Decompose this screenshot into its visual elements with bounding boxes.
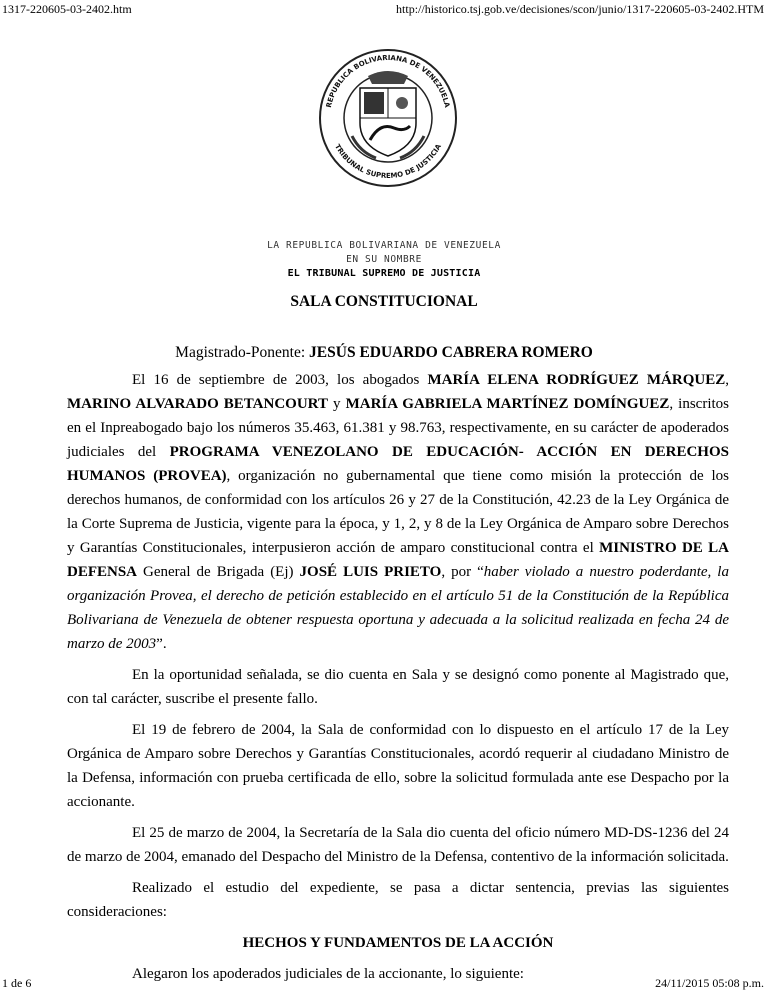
bold-text: PROGRAMA VENEZOLANO DE EDUCACIÓN- ACCIÓN EN DERECHOS HUMANOS (PROVEA) [67, 444, 729, 484]
paragraph [67, 663, 729, 711]
text-run: Alegaron los apoderados judiciales de la accionante, lo siguiente: [132, 966, 524, 982]
text-run: HECHOS Y FUNDAMENTOS DE LA ACCIÓN [242, 935, 554, 951]
bold-text: MINISTRO DE LA DEFENSA [67, 540, 729, 580]
paragraph [67, 821, 729, 869]
document-body [67, 368, 729, 993]
text-run: El 25 de marzo de 2004, la Secretaría de la Sala dio cuenta del oficio número MD-DS-1236 del 24 de marzo de 2004, emanado del Despacho del Ministro de la Defensa, contentivo de la información solicitada. [67, 825, 729, 865]
text-run: , [725, 372, 729, 388]
tsj-seal-logo [318, 18, 458, 230]
page-url: http://historico.tsj.gob.ve/decisiones/scon/junio/1317-220605-03-2402.HTM [396, 2, 764, 16]
page-number: 1 de 6 [2, 976, 32, 990]
text-run: , organización no gubernamental que tiene como misión la protección de los derechos humanos, de conformidad con los artículos 26 y 27 de la Constitución, 42.23 de la Ley Orgánica de la Corte Suprema de Justicia, vigente para la época, y 1, 2, y 8 de la Ley Orgánica de Amparo sobre Derechos y Garantías Constitucionales, interpusieron acción de amparo constitucional contra el [67, 468, 729, 556]
bold-text: MARÍA ELENA RODRÍGUEZ MÁRQUEZ [427, 372, 726, 388]
text-run: General de Brigada (Ej) [137, 564, 300, 580]
bold-text: JOSÉ LUIS PRIETO [299, 564, 442, 580]
ponente-label: Magistrado-Ponente: [175, 344, 310, 361]
seal-ring-bottom: TRIBUNAL SUPREMO DE JUSTICIA [333, 142, 443, 181]
paragraph [67, 876, 729, 924]
text-run: , inscritos en el Inpreabogado bajo los números 35.463, 61.381 y 98.763, respectivamente, en su carácter de apoderados judiciales del [67, 396, 729, 460]
ponente-line [0, 344, 768, 362]
sala-title: SALA CONSTITUCIONAL [290, 293, 478, 310]
section-heading [67, 931, 729, 955]
letterhead-line-2: EN SU NOMBRE [346, 254, 422, 265]
paragraph [67, 368, 729, 656]
text-run: , por “ [441, 564, 484, 580]
paragraph [67, 718, 729, 814]
bold-text: MARINO ALVARADO BETANCOURT [67, 396, 328, 412]
text-run: El 19 de febrero de 2004, la Sala de conformidad con lo dispuesto en el artículo 17 de la Ley Orgánica de Amparo sobre Derechos y Garantías Constitucionales, acordó requerir al ciudadano Ministro de la Defensa, información con prueba certificada de ello, sobre la solicitud formulada ante ese Despacho por la accionante. [67, 722, 729, 810]
ponente-name: JESÚS EDUARDO CABRERA ROMERO [309, 344, 593, 361]
text-run: En la oportunidad señalada, se dio cuenta en Sala y se designó como ponente al Magistrado que, con tal carácter, suscribe el presente fallo. [67, 667, 729, 707]
letterhead-line-3: EL TRIBUNAL SUPREMO DE JUSTICIA [287, 268, 481, 279]
paragraph [67, 962, 729, 986]
text-run: y [327, 396, 346, 412]
seal-ring-top: REPUBLICA BOLIVARIANA DE VENEZUELA [324, 53, 452, 109]
italic-quote: haber violado a nuestro poderdante, la organización Provea, el derecho de petición establecido en el artículo 51 de la Constitución de la República Bolivariana de Venezuela de obtener respuesta oportuna y adecuada a la solicitud realizada en fecha 24 de marzo de 2003 [67, 564, 729, 652]
bold-text: MARÍA GABRIELA MARTÍNEZ DOMÍNGUEZ [345, 396, 670, 412]
text-run: El 16 de septiembre de 2003, los abogados [132, 372, 428, 388]
text-run: Realizado el estudio del expediente, se pasa a dictar sentencia, previas las siguientes consideraciones: [67, 880, 729, 920]
text-run: ”. [156, 636, 167, 652]
print-datetime: 24/11/2015 05:08 p.m. [655, 976, 764, 990]
letterhead-line-1: LA REPUBLICA BOLIVARIANA DE VENEZUELA [267, 240, 501, 251]
page-filename: 1317-220605-03-2402.htm [2, 2, 132, 16]
